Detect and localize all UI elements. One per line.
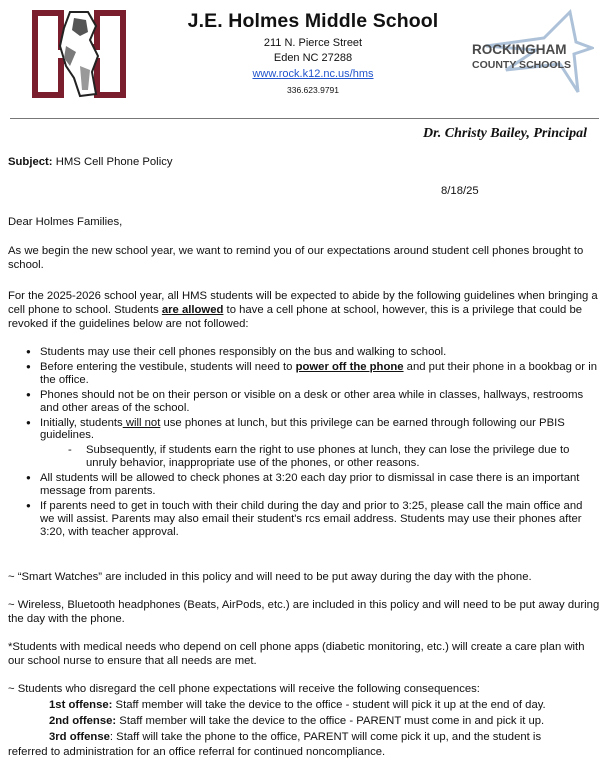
policy-text-end: to have a cell phone at school, however, this is a privilege that could be revoked if the guidelines below are not followed: [8,304,583,330]
policy-paragraph [8,289,600,331]
offense-3 [49,731,541,743]
address-street: 211 N. Pierce Street [263,37,363,49]
sub-list-item [26,444,598,470]
principal-name: Dr. Christy Bailey, Principal [423,126,587,141]
offense-text: Staff member will take the device to the office - PARENT must come in and pick it up. [116,715,545,727]
sub-list-item-text: Subsequently, if students earn the right to use phones at lunch, they can lose the privilege due to unruly behavior, inappropriate use of the phones, or other reasons. [86,444,570,470]
greeting: Dear Holmes Families, [8,216,123,228]
policy-text: For the 2025-2026 school year, all HMS students will be expected to abide by the following guidelines when bringing a cell phone to school. Students [8,290,598,316]
list-item [26,417,598,443]
list-item [26,346,598,359]
list-item-text: use phones at lunch, but this privilege can be earned through following our PBIS guidelines. [40,416,565,442]
subject-text: HMS Cell Phone Policy [52,156,173,168]
list-item-text: Phones should not be on their person or visible on a desk or other area while in classes, hallways, restrooms and other areas of the school. [40,388,584,414]
list-item-text: and put their phone in a bookbag or in the office. [40,360,597,386]
list-item-emphasis: power off the phone [295,360,404,373]
intro-paragraph: As we begin the new school year, we want to remind you of our expectations around student cell phones brought to school. [8,245,584,271]
website-link[interactable]: www.rock.k12.nc.us/hms [252,68,374,80]
list-item [26,389,598,415]
list-item [26,472,598,498]
offense-label: 1st offense: [49,699,113,711]
subject-line [8,156,173,168]
list-item [26,500,598,539]
medical-paragraph: *Students with medical needs who depend on cell phone apps (diabetic monitoring, etc.) will create a care plan with our school nurse to ensure that all needs are met. [8,641,585,667]
list-item-text: Before entering the vestibule, students will need to [40,360,296,373]
offense-text: : Staff will take the phone to the office, PARENT will come pick it up, and the student is [109,731,542,743]
list-item-text: If parents need to get in touch with their child during the day and prior to 3:25, please call the main office and we will assist. Parents may also email their student's rcs email address. Students may use their phones after 3:20, with teacher approval. [40,499,583,538]
list-item-text: Initially, students [40,416,123,429]
offense-1 [49,699,546,711]
list-item-emphasis: will not [122,416,161,429]
header-divider [10,118,599,119]
district-logo-line1: ROCKINGHAM [472,42,567,57]
list-item-text: All students will be allowed to check phones at 3:20 each day prior to dismissal in case there is an important message from parents. [40,472,580,498]
letter-date: 8/18/25 [441,185,479,197]
school-logo [30,6,128,102]
smart-watches-paragraph: ~ “Smart Watches” are included in this policy and will need to be put away during the day with the phone. [8,571,532,583]
subject-label: Subject: [8,156,53,168]
headphones-paragraph: ~ Wireless, Bluetooth headphones (Beats, AirPods, etc.) are included in this policy and will need to be put away during the day with the phone. [8,599,600,625]
school-name: J.E. Holmes Middle School [187,10,439,32]
offense-label: 2nd offense: [49,715,117,727]
offense-text: Staff member will take the device to the office - student will pick it up at the end of day. [112,699,546,711]
offense-2 [49,715,544,727]
consequences-intro: ~ Students who disregard the cell phone expectations will receive the following consequences: [8,683,480,695]
policy-emphasis: are allowed [161,304,224,316]
address-city: Eden NC 27288 [273,52,353,64]
list-item [26,361,598,387]
guidelines-list [26,346,598,541]
sub-list-dash: - [68,444,72,457]
offense-label: 3rd offense [49,731,110,743]
district-logo-line2: COUNTY SCHOOLS [472,59,571,71]
phone-number: 336.623.9791 [287,85,339,95]
list-item-text: Students may use their cell phones responsibly on the bus and walking to school. [40,346,447,358]
district-logo [466,8,594,94]
offense-3-continued: referred to administration for an office referral for continued noncompliance. [8,746,386,758]
